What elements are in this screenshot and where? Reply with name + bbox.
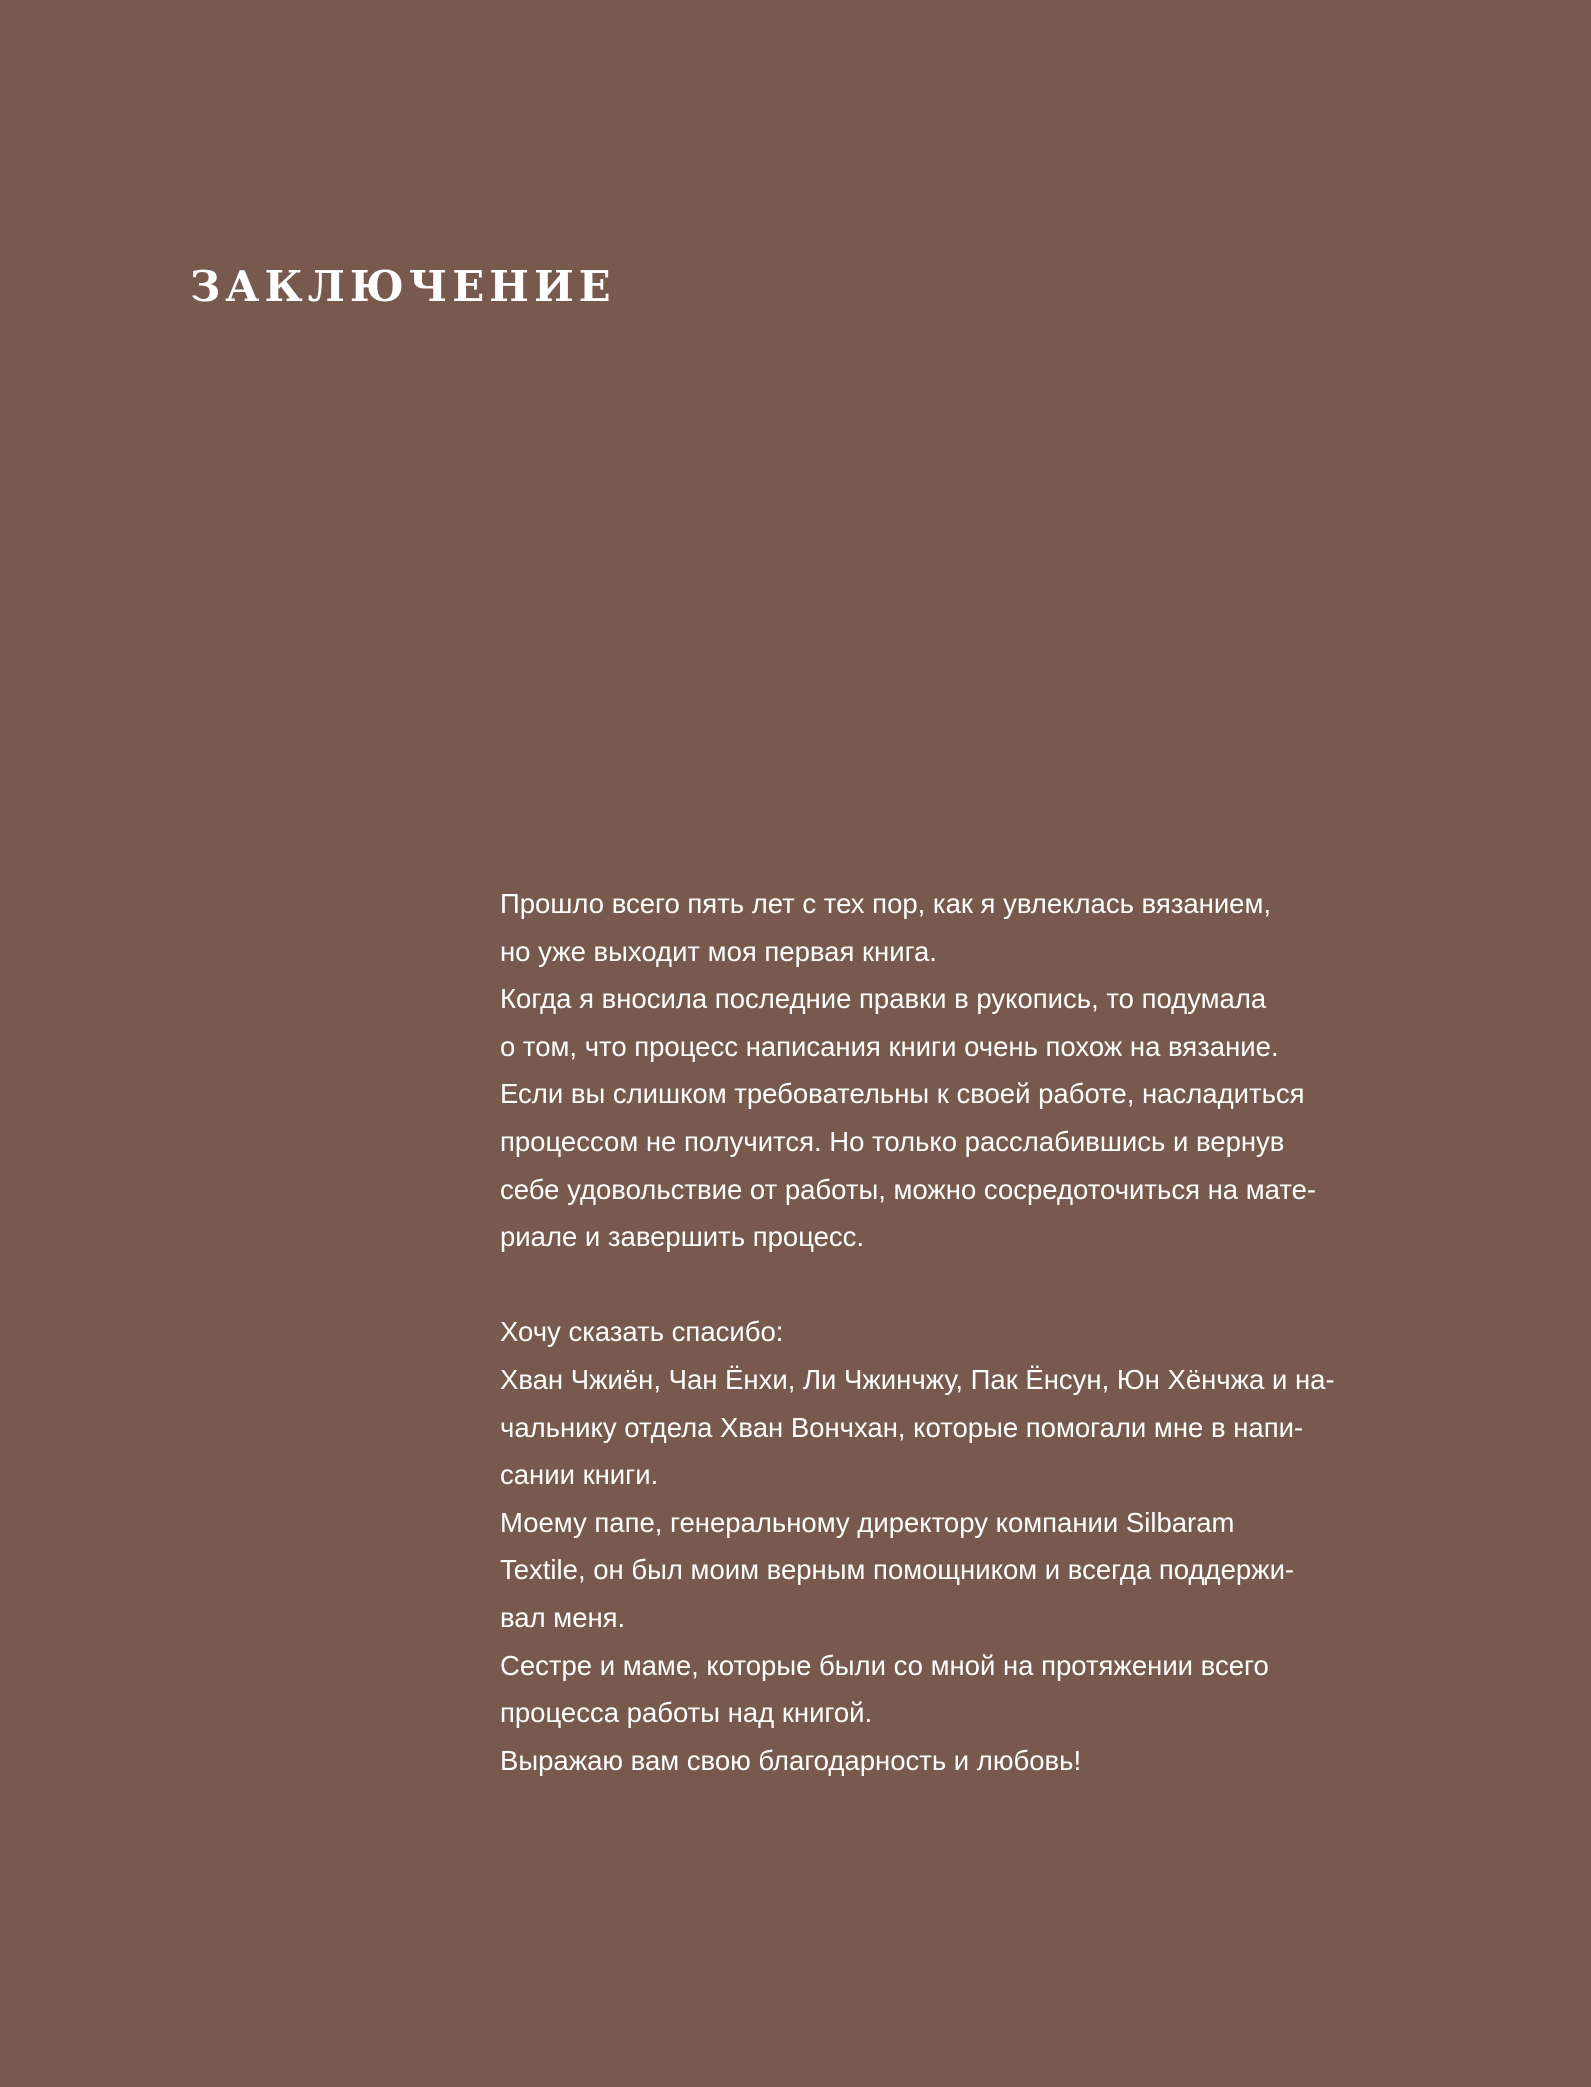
text-line: Выражаю вам свою благодарность и любовь! [500, 1744, 1082, 1776]
text-line: но уже выходит моя первая книга. [500, 935, 937, 967]
text-line: о том, что процесс написания книги очень похож на вязание. [500, 1030, 1279, 1062]
text-line: Прошло всего пять лет с тех пор, как я увлеклась вязанием, [500, 888, 1272, 919]
text-line: риале и завершить процесс. [500, 1221, 865, 1253]
text-line: Хван Чжиён, Чан Ёнхи, Ли Чжинчжу, Пак Ёнсун, Юн Хёнчжа и на- [500, 1363, 1335, 1395]
text-line: Сестре и маме, которые были со мной на протяжении всего [500, 1649, 1269, 1681]
paragraph-gap [500, 1261, 1510, 1309]
text-line: чальнику отдела Хван Вончхан, которые помогали мне в напи- [500, 1411, 1304, 1443]
body-text [500, 880, 1510, 1784]
paragraph-acknowledgements [500, 1308, 1510, 1784]
text-line: вал меня. [500, 1601, 626, 1633]
text-line: процесса работы над книгой. [500, 1697, 873, 1729]
text-line: сании книги. [500, 1459, 659, 1491]
page-title: ЗАКЛЮЧЕНИЕ [190, 262, 616, 311]
text-line: Если вы слишком требовательны к своей работе, насладиться [500, 1078, 1305, 1110]
text-line: Textile, он был моим верным помощником и всегда поддержи- [500, 1554, 1295, 1586]
text-line: Когда я вносила последние правки в рукопись, то подумала [500, 983, 1267, 1015]
text-line: Хочу сказать спасибо: [500, 1316, 784, 1348]
text-line: процессом не получится. Но только расслабившись и вернув [500, 1125, 1285, 1157]
text-line: себе удовольствие от работы, можно сосредоточиться на мате- [500, 1173, 1317, 1205]
paragraph-intro [500, 880, 1510, 1261]
text-line: Моему папе, генеральному директору компании Silbaram [500, 1506, 1235, 1538]
